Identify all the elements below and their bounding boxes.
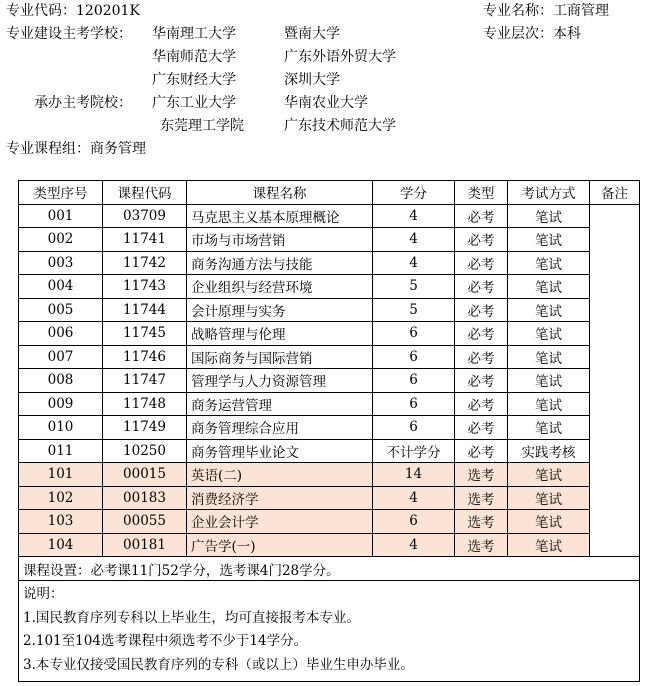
course-exam: 笔试 xyxy=(508,486,590,510)
course-seq: 008 xyxy=(19,369,103,393)
course-code: 11749 xyxy=(103,416,187,440)
column-header: 考试方式 xyxy=(508,181,590,205)
course-type: 必考 xyxy=(455,416,508,440)
table-row xyxy=(19,228,640,252)
table-row xyxy=(19,322,640,346)
table-row xyxy=(19,533,640,557)
table-row xyxy=(19,510,640,534)
table-header-row xyxy=(19,181,640,205)
course-seq: 104 xyxy=(19,533,103,557)
course-type: 选考 xyxy=(455,533,508,557)
note-item: 2.101至104选考课程中须选考不少于14学分。 xyxy=(23,633,308,649)
course-code: 03709 xyxy=(103,204,187,228)
course-credit: 6 xyxy=(373,322,455,346)
course-type: 选考 xyxy=(455,463,508,487)
course-exam: 笔试 xyxy=(508,228,590,252)
major-level: 专业层次：本科 xyxy=(483,26,581,42)
table-row xyxy=(19,486,640,510)
course-credit: 4 xyxy=(373,486,455,510)
course-credit: 6 xyxy=(373,369,455,393)
table-row xyxy=(19,463,640,487)
course-exam: 笔试 xyxy=(508,204,590,228)
course-code: 11742 xyxy=(103,251,187,275)
course-type: 必考 xyxy=(455,439,508,463)
column-header: 学分 xyxy=(373,181,455,205)
course-name: 商务管理毕业论文 xyxy=(187,439,373,463)
course-credit: 4 xyxy=(373,204,455,228)
course-credit: 5 xyxy=(373,298,455,322)
course-exam: 笔试 xyxy=(508,533,590,557)
course-credit: 不计学分 xyxy=(373,439,455,463)
table-row xyxy=(19,369,640,393)
course-code: 10250 xyxy=(103,439,187,463)
column-header: 备注 xyxy=(590,181,640,205)
main-school: 深圳大学 xyxy=(284,72,340,88)
table-row xyxy=(19,251,640,275)
table-row xyxy=(19,439,640,463)
course-code: 00015 xyxy=(103,463,187,487)
course-name: 马克思主义基本原理概论 xyxy=(187,204,373,228)
course-type: 必考 xyxy=(455,251,508,275)
course-credit: 4 xyxy=(373,251,455,275)
course-seq: 101 xyxy=(19,463,103,487)
column-header: 课程名称 xyxy=(187,181,373,205)
notes-title: 说明： xyxy=(23,586,64,602)
course-type: 必考 xyxy=(455,392,508,416)
host-school: 华南农业大学 xyxy=(284,95,368,111)
course-code: 11744 xyxy=(103,298,187,322)
course-exam: 笔试 xyxy=(508,416,590,440)
course-credit: 14 xyxy=(373,463,455,487)
course-type: 必考 xyxy=(455,345,508,369)
course-exam: 笔试 xyxy=(508,369,590,393)
table-row xyxy=(19,392,640,416)
course-name: 商务管理综合应用 xyxy=(187,416,373,440)
column-header: 类型序号 xyxy=(19,181,103,205)
course-seq: 009 xyxy=(19,392,103,416)
course-name: 商务运营管理 xyxy=(187,392,373,416)
table-row xyxy=(19,204,640,228)
course-type: 必考 xyxy=(455,298,508,322)
course-code: 00181 xyxy=(103,533,187,557)
course-exam: 笔试 xyxy=(508,392,590,416)
notes-row xyxy=(19,581,640,682)
course-code: 11746 xyxy=(103,345,187,369)
course-seq: 003 xyxy=(19,251,103,275)
notes-cell xyxy=(19,581,640,682)
course-summary: 课程设置：必考课11门52学分，选考课4门28学分。 xyxy=(19,557,640,581)
course-type: 必考 xyxy=(455,369,508,393)
course-code: 11748 xyxy=(103,392,187,416)
course-name: 市场与市场营销 xyxy=(187,228,373,252)
course-credit: 6 xyxy=(373,510,455,534)
course-name: 管理学与人力资源管理 xyxy=(187,369,373,393)
course-exam: 笔试 xyxy=(508,345,590,369)
table-row xyxy=(19,298,640,322)
course-exam: 实践考核 xyxy=(508,439,590,463)
course-seq: 102 xyxy=(19,486,103,510)
course-exam: 笔试 xyxy=(508,298,590,322)
course-credit: 5 xyxy=(373,275,455,299)
course-name: 广告学(一) xyxy=(187,533,373,557)
course-type: 必考 xyxy=(455,204,508,228)
course-type: 必考 xyxy=(455,322,508,346)
course-seq: 006 xyxy=(19,322,103,346)
note-item: 1.国民教育序列专科以上毕业生，均可直接报考本专业。 xyxy=(23,609,360,626)
course-name: 消费经济学 xyxy=(187,486,373,510)
course-seq: 005 xyxy=(19,298,103,322)
course-seq: 002 xyxy=(19,228,103,252)
course-seq: 001 xyxy=(19,204,103,228)
table-row xyxy=(19,275,640,299)
course-seq: 011 xyxy=(19,439,103,463)
course-exam: 笔试 xyxy=(508,463,590,487)
summary-row xyxy=(19,557,640,581)
course-code: 11745 xyxy=(103,322,187,346)
course-exam: 笔试 xyxy=(508,251,590,275)
course-code: 11747 xyxy=(103,369,187,393)
course-credit: 6 xyxy=(373,416,455,440)
major-code: 专业代码：120201K xyxy=(6,3,140,19)
course-seq: 007 xyxy=(19,345,103,369)
course-table xyxy=(18,180,640,682)
course-type: 选考 xyxy=(455,486,508,510)
host-school: 广东技术师范大学 xyxy=(284,118,396,134)
note-item: 3.本专业仅接受国民教育序列的专科（或以上）毕业生申办毕业。 xyxy=(23,656,414,673)
course-name: 会计原理与实务 xyxy=(187,298,373,322)
course-group: 专业课程组：商务管理 xyxy=(6,141,146,157)
course-name: 英语(二) xyxy=(187,463,373,487)
main-school: 广东外语外贸大学 xyxy=(284,49,396,65)
course-exam: 笔试 xyxy=(508,275,590,299)
column-header: 类型 xyxy=(455,181,508,205)
main-school: 华南师范大学 xyxy=(152,49,236,65)
course-seq: 010 xyxy=(19,416,103,440)
course-seq: 004 xyxy=(19,275,103,299)
course-credit: 6 xyxy=(373,345,455,369)
main-school: 广东财经大学 xyxy=(152,72,236,88)
course-type: 选考 xyxy=(455,510,508,534)
course-name: 商务沟通方法与技能 xyxy=(187,251,373,275)
table-row xyxy=(19,416,640,440)
major-name: 专业名称：工商管理 xyxy=(483,3,609,19)
course-credit: 4 xyxy=(373,228,455,252)
course-code: 11743 xyxy=(103,275,187,299)
course-name: 企业会计学 xyxy=(187,510,373,534)
course-type: 必考 xyxy=(455,228,508,252)
course-code: 11741 xyxy=(103,228,187,252)
course-type: 必考 xyxy=(455,275,508,299)
course-exam: 笔试 xyxy=(508,322,590,346)
course-name: 国际商务与国际营销 xyxy=(187,345,373,369)
host-school: 广东工业大学 xyxy=(152,95,236,111)
course-name: 企业组织与经营环境 xyxy=(187,275,373,299)
host-schools-label: 承办主考院校： xyxy=(34,95,132,111)
course-seq: 103 xyxy=(19,510,103,534)
column-header: 课程代码 xyxy=(103,181,187,205)
course-code: 00055 xyxy=(103,510,187,534)
main-school: 华南理工大学 xyxy=(152,26,236,42)
course-exam: 笔试 xyxy=(508,510,590,534)
main-school: 暨南大学 xyxy=(284,26,340,42)
course-credit: 4 xyxy=(373,533,455,557)
table-row xyxy=(19,345,640,369)
course-code: 00183 xyxy=(103,486,187,510)
course-name: 战略管理与伦理 xyxy=(187,322,373,346)
course-credit: 6 xyxy=(373,392,455,416)
main-schools-label: 专业建设主考学校： xyxy=(6,26,132,42)
host-school: 东莞理工学院 xyxy=(160,118,244,134)
remarks-cell xyxy=(590,204,640,557)
